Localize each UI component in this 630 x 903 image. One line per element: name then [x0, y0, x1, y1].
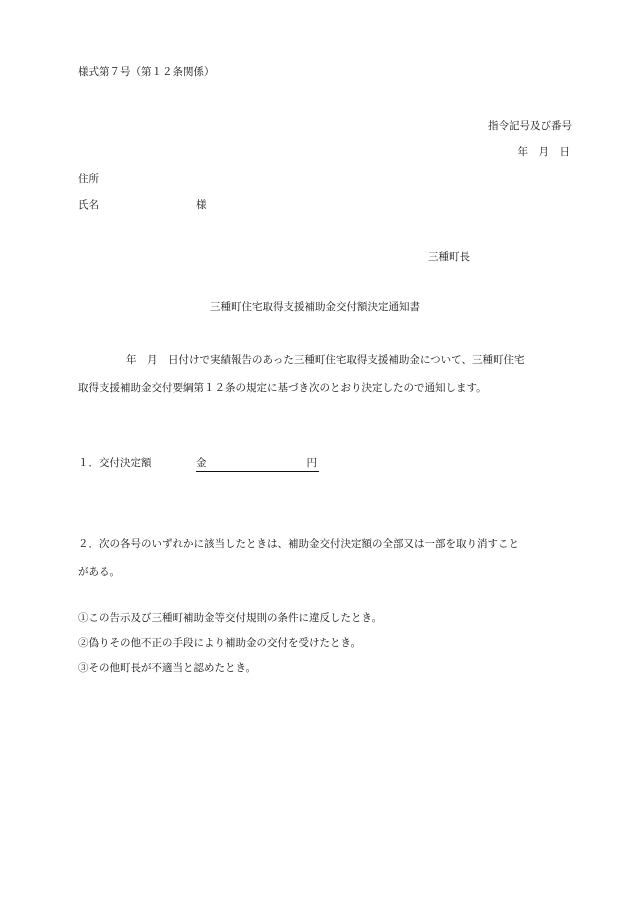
item1-label: １．交付決定額 — [78, 457, 152, 469]
instruction-number: 指令記号及び番号 — [488, 120, 572, 132]
name-label: 氏名 — [78, 199, 99, 211]
body-paragraph — [78, 346, 578, 402]
item2-line-1: ２．次の各号のいずれかに該当したときは、補助金交付決定額の全部又は一部を取り消すこと — [78, 538, 519, 550]
condition-2: ②偽りその他不正の手段により補助金の交付を受けたとき。 — [78, 637, 362, 649]
condition-3: ③その他町長が不適当と認めたとき。 — [78, 662, 257, 674]
body-line-2: 取得支援補助金交付要綱第１２条の規定に基づき次のとおり決定したので通知します。 — [78, 382, 487, 394]
item2-line-2: がある。 — [78, 566, 120, 578]
issuer: 三種町長 — [428, 251, 470, 263]
honorific: 様 — [196, 199, 207, 211]
form-number: 様式第７号（第１２条関係） — [78, 66, 215, 78]
amount-unit: 円 — [306, 457, 317, 469]
document-title: 三種町住宅取得支援補助金交付額決定通知書 — [210, 301, 420, 313]
amount-prefix: 金 — [196, 457, 207, 469]
condition-1: ①この告示及び三種町補助金等交付規則の条件に違反したとき。 — [78, 612, 383, 624]
item2-paragraph — [78, 530, 578, 586]
amount-field — [196, 457, 319, 472]
amount-underline — [196, 457, 319, 472]
body-line-1: 年 月 日付けで実績報告のあった三種町住宅取得支援補助金について、三種町住宅 — [126, 354, 525, 366]
address-label: 住所 — [78, 173, 99, 185]
date-line: 年 月 日 — [517, 146, 570, 158]
